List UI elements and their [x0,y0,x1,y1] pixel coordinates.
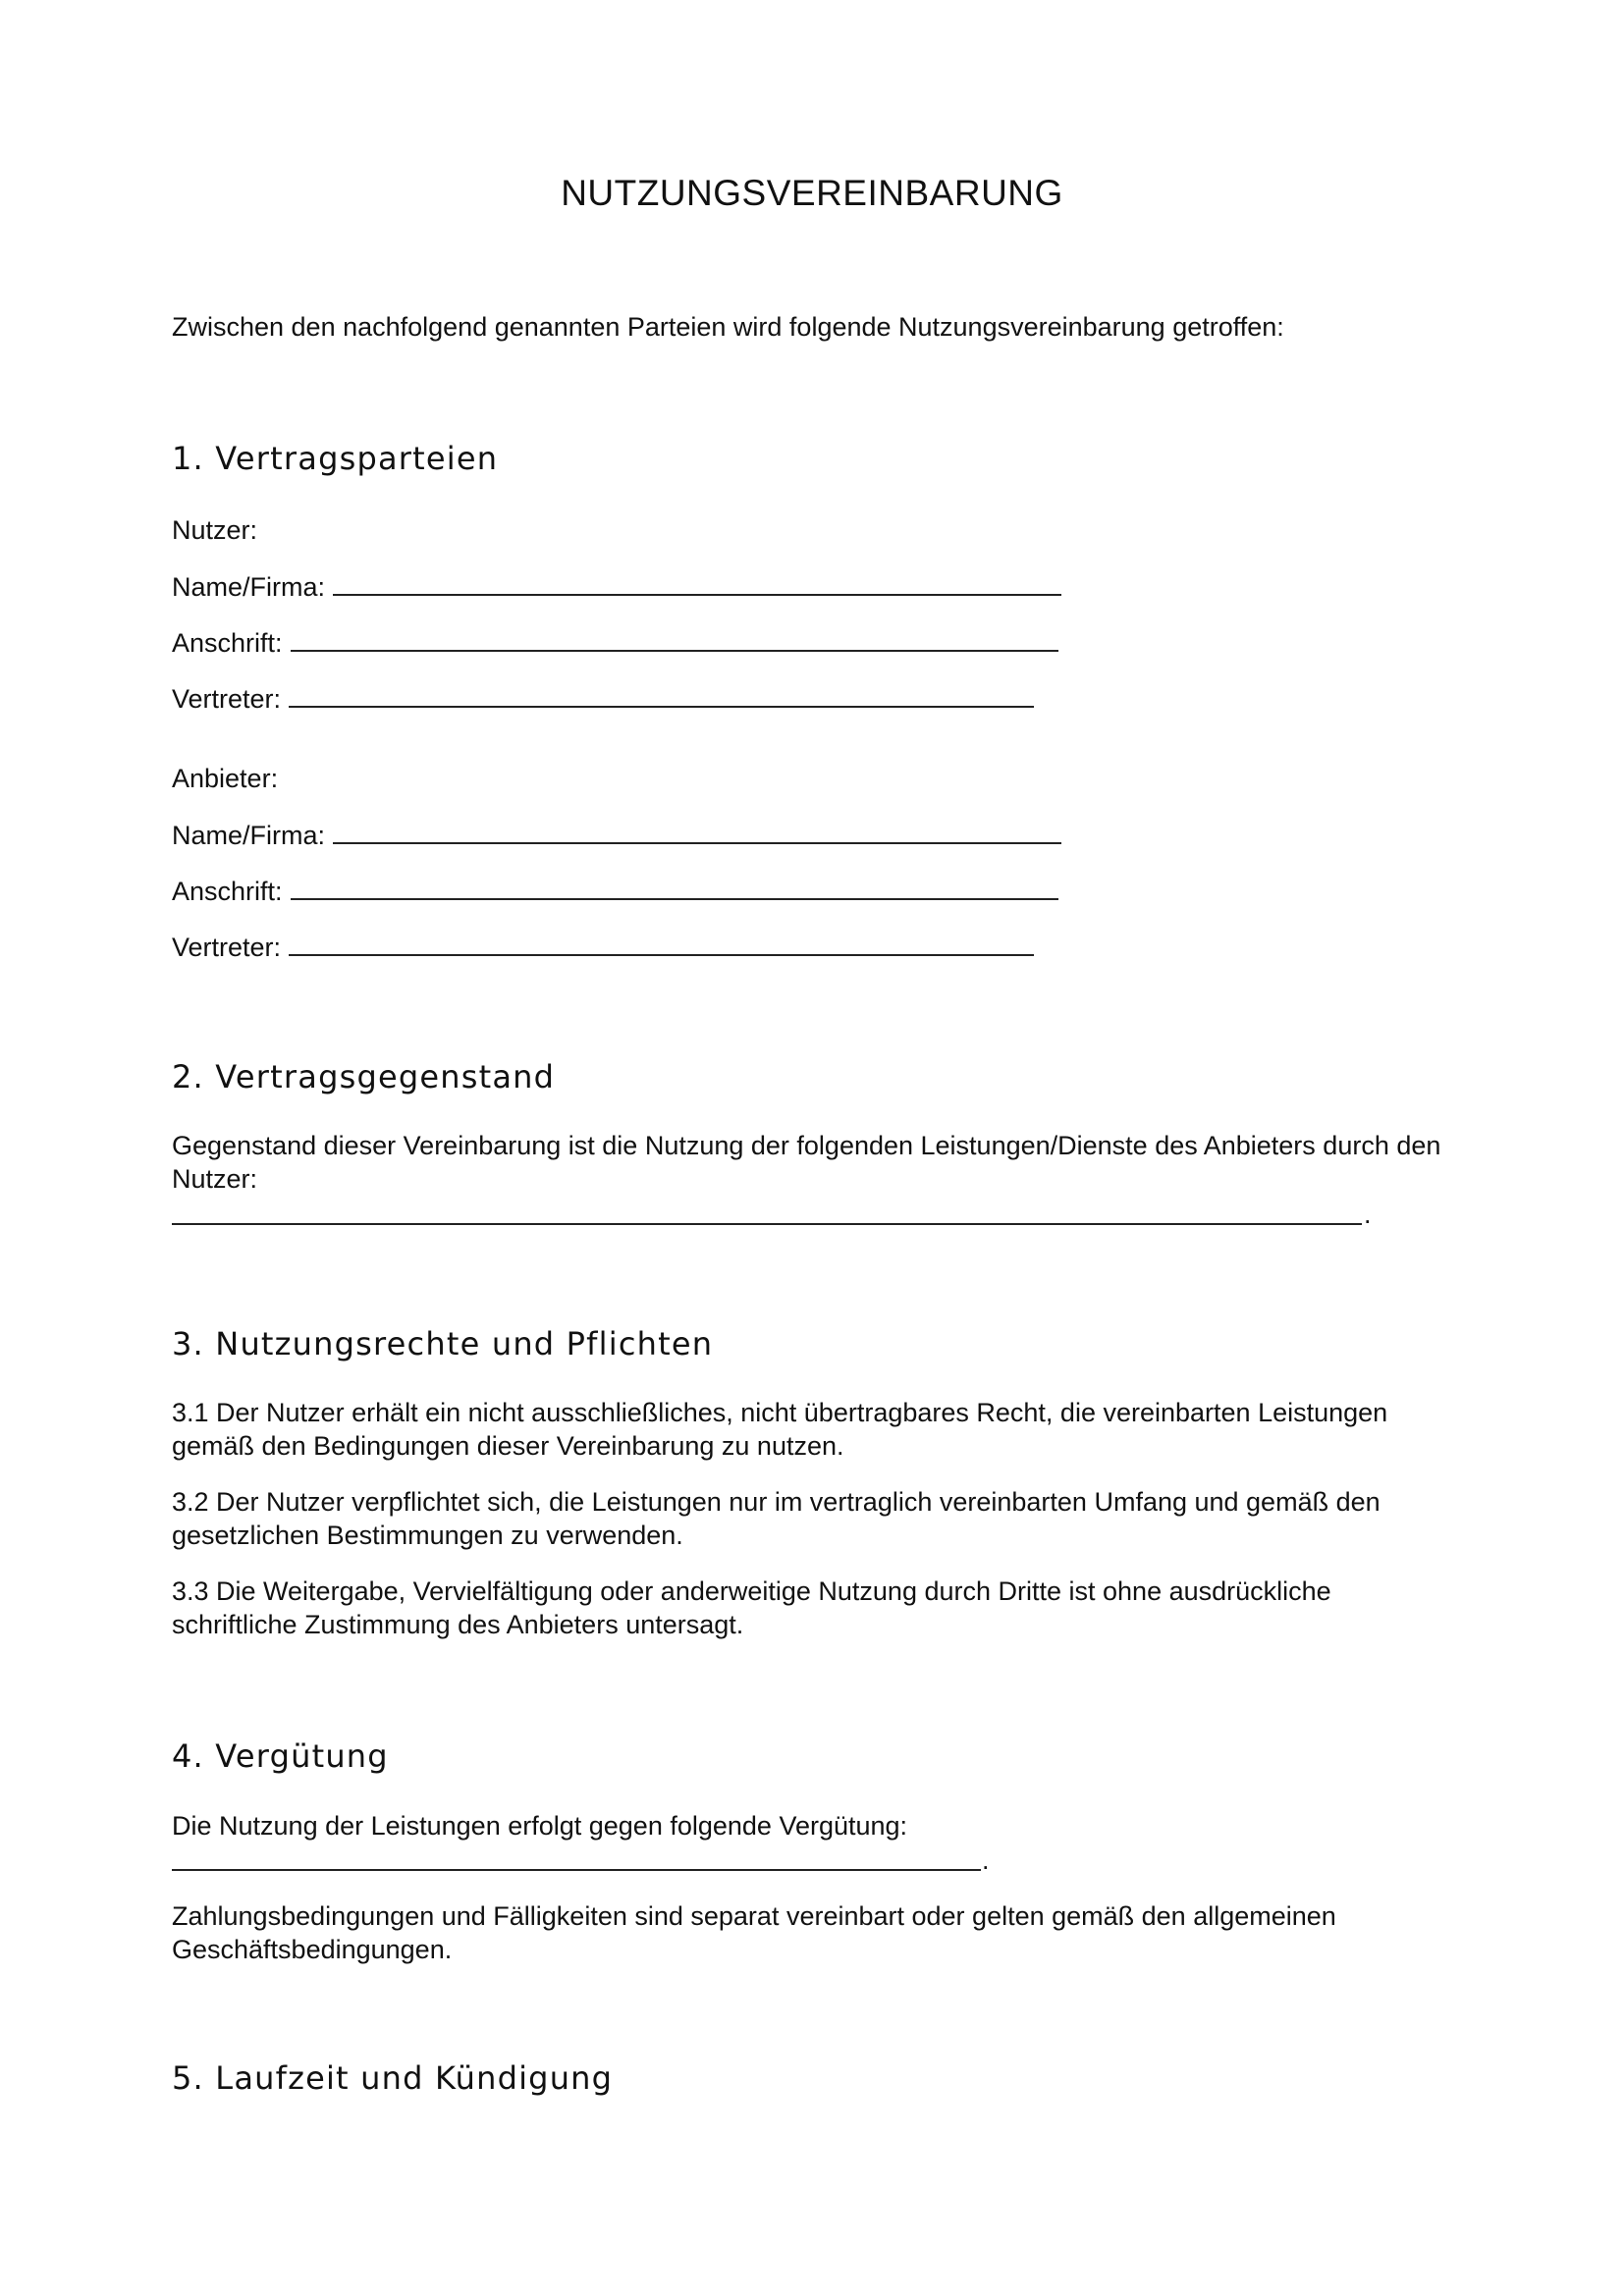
anbieter-vertreter-label: Vertreter: [172,933,282,962]
nutzer-vertreter-label: Vertreter: [172,684,282,714]
vertragsgegenstand-line[interactable] [172,1223,1362,1225]
anbieter-anschrift-field [172,875,1058,908]
section-1-heading: 1. Vertragsparteien [172,440,499,477]
section-4-text: Die Nutzung der Leistungen erfolgt gegen folgende Vergütung: [172,1811,908,1841]
section-3-3-text: 3.3 Die Weitergabe, Vervielfältigung oder anderweitige Nutzung durch Dritte ist ohne ausdrückliche schriftliche Zustimmung des Anbieters untersagt. [172,1576,1331,1639]
section-3-2-text: 3.2 Der Nutzer verpflichtet sich, die Leistungen nur im vertraglich vereinbarten Umfang und gemäß den gesetzlichen Bestimmungen zu verwenden. [172,1487,1380,1550]
nutzer-anschrift-line[interactable] [291,626,1058,652]
nutzer-vertreter-line[interactable] [289,682,1034,708]
nutzer-label: Nutzer: [172,515,258,545]
payment-terms-text: Zahlungsbedingungen und Fälligkeiten sind separat vereinbart oder gelten gemäß den allgemeinen Geschäftsbedingungen. [172,1901,1336,1964]
section-2-text: Gegenstand dieser Vereinbarung ist die Nutzung der folgenden Leistungen/Dienste des Anbieters durch den Nutzer: [172,1131,1441,1194]
intro-text: Zwischen den nachfolgend genannten Parteien wird folgende Nutzungsvereinbarung getroffen: [172,312,1284,342]
anbieter-name-field [172,819,1061,852]
verguetung-line[interactable] [172,1869,981,1871]
section-3-1-text: 3.1 Der Nutzer erhält ein nicht ausschließliches, nicht übertragbares Recht, die vereinbarten Leistungen gemäß den Bedingungen dieser Vereinbarung zu nutzen. [172,1398,1388,1461]
nutzer-anschrift-field [172,626,1058,660]
anbieter-label: Anbieter: [172,764,279,793]
nutzer-name-line[interactable] [333,570,1061,596]
section-2-heading: 2. Vertragsgegenstand [172,1058,556,1095]
anbieter-anschrift-line[interactable] [291,875,1058,900]
nutzer-name-field [172,570,1061,604]
section-5-heading: 5. Laufzeit und Kündigung [172,2059,614,2097]
anbieter-anschrift-label: Anschrift: [172,877,283,906]
section-3-heading: 3. Nutzungsrechte und Pflichten [172,1325,714,1362]
anbieter-name-line[interactable] [333,819,1061,844]
anbieter-vertreter-field [172,931,1034,964]
nutzer-name-label: Name/Firma: [172,572,326,602]
verguetung-period: . [982,1845,990,1875]
nutzer-vertreter-field [172,682,1034,716]
section-4-heading: 4. Vergütung [172,1737,389,1775]
anbieter-name-label: Name/Firma: [172,821,326,850]
vertragsgegenstand-period: . [1364,1200,1372,1229]
anbieter-vertreter-line[interactable] [289,931,1034,956]
nutzer-anschrift-label: Anschrift: [172,628,283,658]
document-title: NUTZUNGSVEREINBARUNG [561,173,1063,213]
